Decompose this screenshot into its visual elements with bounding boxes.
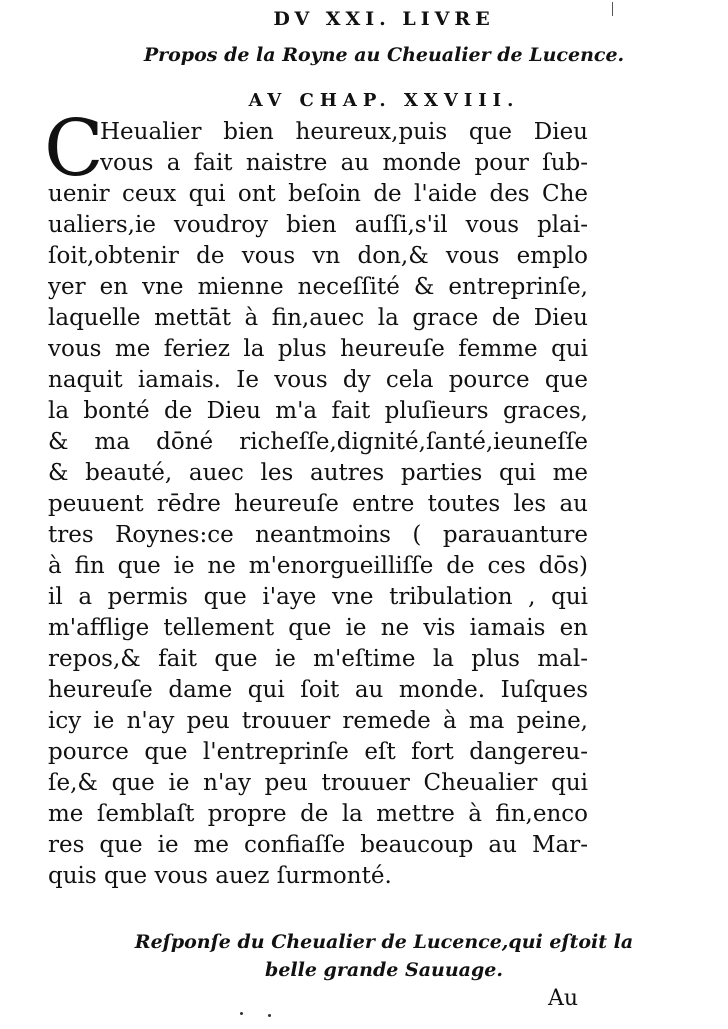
ink-speck xyxy=(240,1012,243,1015)
text-line: naquit iamais. Ie vous dy cela pource que xyxy=(48,367,588,393)
text-line: peuuent rēdre heureuſe entre toutes les au xyxy=(48,491,588,517)
text-line: quis que vous auez ſurmonté. xyxy=(48,863,392,889)
catchword: Au xyxy=(548,986,579,1011)
section-title: Propos de la Royne au Cheualier de Lucence. xyxy=(143,44,625,66)
text-line: à fin que ie ne m'enorgueilliſſe de ces dōs) xyxy=(48,553,588,579)
text-line: me ſemblaſt propre de la mettre à fin,enco xyxy=(48,801,588,827)
text-line: m'afflige tellement que ie ne vis iamais en xyxy=(48,615,588,641)
text-line: il a permis que i'aye vne tribulation , qui xyxy=(48,584,588,610)
text-line: uenir ceux qui ont beſoin de l'aide des Che xyxy=(48,181,588,207)
text-line: heureuſe dame qui ſoit au monde. Iuſques xyxy=(48,677,588,703)
running-head: DV XXI. LIVRE xyxy=(273,8,495,30)
text-line: la bonté de Dieu m'a fait pluſieurs graces, xyxy=(48,398,588,424)
text-line: pource que l'entreprinſe eſt fort dangereu- xyxy=(48,739,588,765)
text-line: icy ie n'ay peu trouuer remede à ma peine, xyxy=(48,708,588,734)
text-line: repos,& fait que ie m'eſtime la plus mal- xyxy=(48,646,588,672)
chapter-heading: AV CHAP. XXVIII. xyxy=(248,90,520,111)
ink-speck xyxy=(268,1014,271,1017)
text-line: vous me feriez la plus heureuſe femme qui xyxy=(48,336,588,362)
response-heading-line-1: Reſponſe du Cheualier de Lucence,qui eſtoit la xyxy=(134,931,634,953)
text-line: ſe,& que ie n'ay peu trouuer Cheualier qui xyxy=(48,770,588,796)
text-line: & beauté, auec les autres parties qui me xyxy=(48,460,588,486)
text-line: res que ie me confiaſſe beaucoup au Mar- xyxy=(48,832,588,858)
text-line: laquelle mettāt à fin,auec la grace de Dieu xyxy=(48,305,588,331)
text-line: Heualier bien heureux,puis que Dieu xyxy=(100,119,588,145)
text-line: ſoit,obtenir de vous vn don,& vous emplo xyxy=(48,243,588,269)
drop-cap: C xyxy=(44,104,104,194)
text-line: yer en vne mienne neceſſité & entreprinſe, xyxy=(48,274,588,300)
text-line: tres Roynes:ce neantmoins ( parauanture xyxy=(48,522,588,548)
text-line: vous a fait naistre au monde pour ſub- xyxy=(100,150,588,176)
text-line: & ma dōné richeſſe,dignité,ſanté,ieuneſſe xyxy=(48,429,588,455)
response-heading-line-2: belle grande Sauuage. xyxy=(265,959,503,981)
text-line: ualiers,ie voudroy bien auſſi,s'il vous plai- xyxy=(48,212,588,238)
